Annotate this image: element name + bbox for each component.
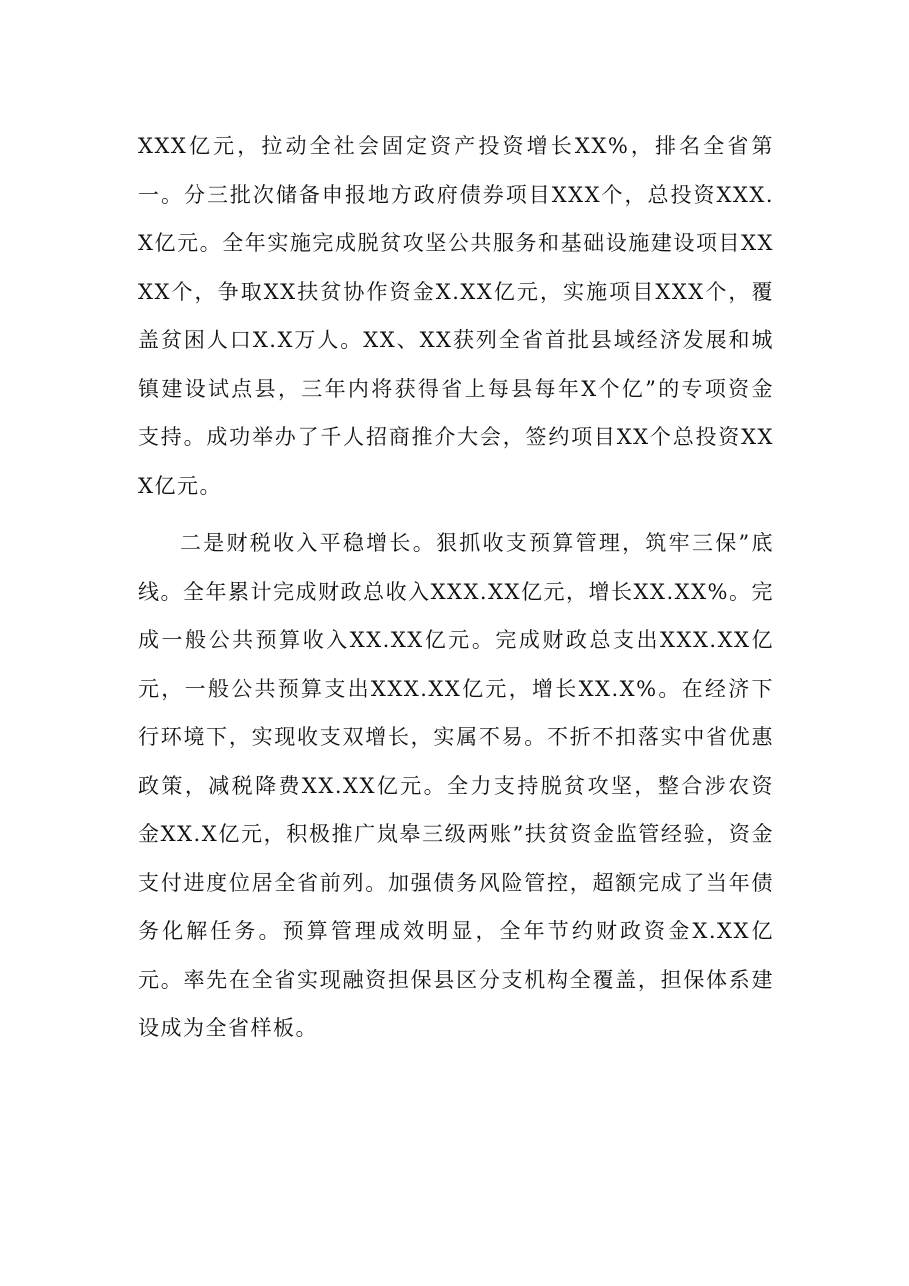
paragraph-fiscal-revenue: 二是财税收入平稳增长。狠抓收支预算管理，筑牢三保”底线。全年累计完成财政总收入XXX.XX亿元，增长XX.XX%。完成一般公共预算收入XX.XX亿元。完成财政总支出XXX.XX亿元，一般公共预算支出XXX.XX亿元，增长XX.X%。在经济下行环境下，实现收支双增长，实属不易。不折不扣落实中省优惠政策，减税降费XX.XX亿元。全力支持脱贫攻坚，整合涉农资金XX.X亿元，积极推广岚皋三级两账”扶贫资金监管经验，资金支付进度位居全省前列。加强债务风险管控，超额完成了当年债务化解任务。预算管理成效明显，全年节约财政资金X.XX亿元。率先在全省实现融资担保县区分支机构全覆盖，担保体系建设成为全省样板。 xyxy=(138,531,774,1040)
document-body xyxy=(138,122,774,1053)
paragraph-investment: XXX亿元，拉动全社会固定资产投资增长XX%，排名全省第一。分三批次储备申报地方政府债券项目XXX个，总投资XXX.X亿元。全年实施完成脱贫攻坚公共服务和基础设施建设项目XXXX个，争取XX扶贫协作资金X.XX亿元，实施项目XXX个，覆盖贫困人口X.X万人。XX、XX获列全省首批县域经济发展和城镇建设试点县，三年内将获得省上每县每年X个亿”的专项资金支持。成功举办了千人招商推介大会，签约项目XX个总投资XXX亿元。 xyxy=(138,134,774,498)
